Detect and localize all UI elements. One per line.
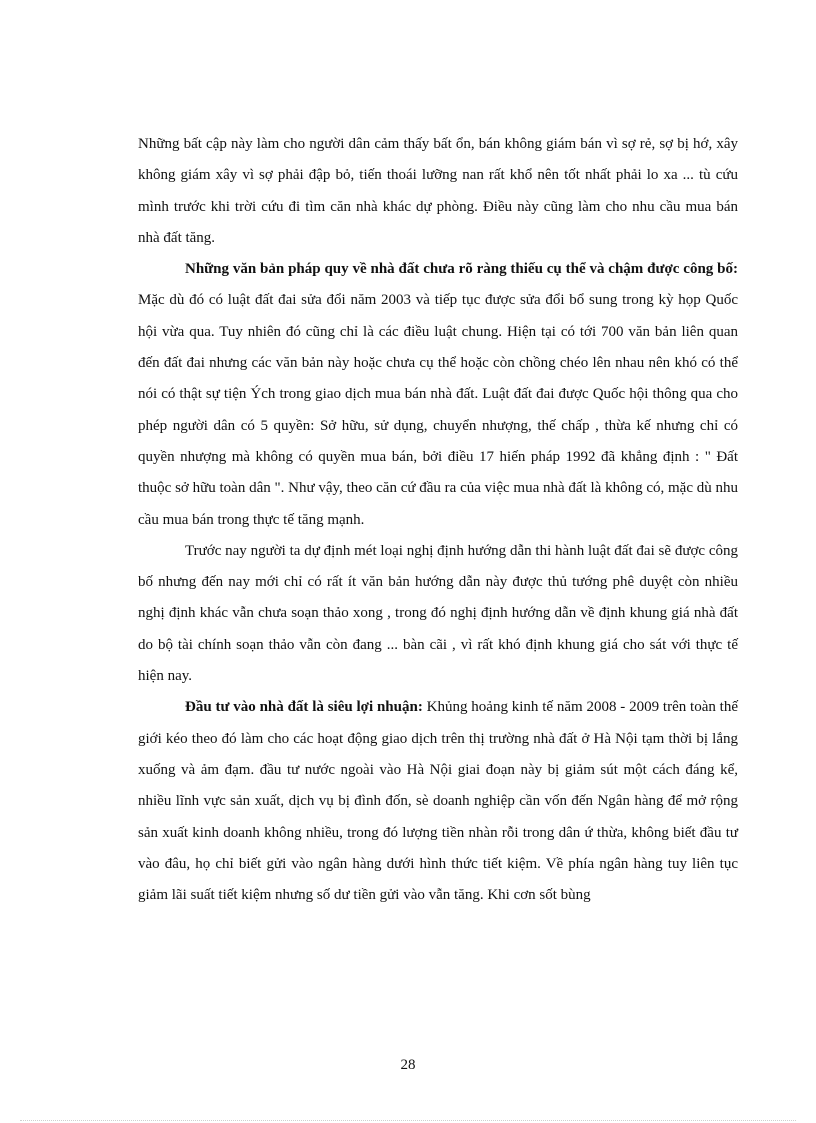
paragraph-4-text: Khủng hoảng kinh tế năm 2008 - 2009 trên toàn thế giới kéo theo đó làm cho các hoạt động giao dịch trên thị trường nhà đất ở Hà Nội tạm thời bị lắng xuống và ảm đạm. đầu tư nước ngoài vào Hà Nội giai đoạn này bị giảm sút một cách đáng kể, nhiều lĩnh vực sản xuất, dịch vụ bị đình đốn, sè doanh nghiệp cần vốn đến Ngân hàng để mở rộng sản xuất kinh doanh không nhiều, trong đó lượng tiền nhàn rỗi trong dân ứ thừa, không biết đầu tư vào đâu, họ chỉ biết gửi vào ngân hàng dưới hình thức tiết kiệm. Về phía ngân hàng tuy liên tục giảm lãi suất tiết kiệm nhưng số dư tiền gửi vào vẫn tăng. Khi cơn sốt bùng <box>138 699 739 904</box>
paragraph-2-heading: Những văn bản pháp quy về nhà đất chưa rõ ràng thiếu cụ thể và chậm được công bố: <box>185 261 738 278</box>
paragraph-3 <box>138 536 738 692</box>
body-text <box>138 129 738 911</box>
page-divider <box>20 1120 796 1121</box>
page-number: 28 <box>400 1057 416 1073</box>
paragraph-4 <box>138 692 738 911</box>
paragraph-2 <box>138 254 738 536</box>
paragraph-4-heading: Đầu tư vào nhà đất là siêu lợi nhuận: <box>185 699 423 716</box>
paragraph-3-text: Trước nay người ta dự định mét loại nghị định hướng dẫn thi hành luật đất đai sẽ được công bố nhưng đến nay mới chỉ có rất ít văn bản hướng dẫn này được thủ tướng phê duyệt còn nhiều nghị định khác vẫn chưa soạn thảo xong , trong đó nghị định hướng dẫn về định khung giá nhà đất do bộ tài chính soạn thảo vẫn còn đang ... bàn cãi , vì rất khó định khung giá cho sát với thực tế hiện nay. <box>138 542 738 685</box>
paragraph-1 <box>138 129 738 254</box>
paragraph-2-text: Mặc dù đó có luật đất đai sửa đổi năm 2003 và tiếp tục được sửa đổi bổ sung trong kỳ họp Quốc hội vừa qua. Tuy nhiên đó cũng chỉ là các điều luật chung. Hiện tại có tới 700 văn bản liên quan đến đất đai nhưng các văn bản này hoặc chưa cụ thể hoặc còn chồng chéo lên nhau nên khó có thể nói có thật sự tiện Ých trong giao dịch mua bán nhà đất. Luật đất đai được Quốc hội thông qua cho phép người dân có 5 quyền: Sở hữu, sử dụng, chuyển nhượng, thế chấp , thừa kế nhưng chỉ có quyền nhượng mà không có quyền mua bán, bởi điều 17 hiến pháp 1992 đã khẳng định : " Đất thuộc sở hữu toàn dân ". Như vậy, theo căn cứ đầu ra của việc mua nhà đất là không có, mặc dù nhu cầu mua bán trong thực tế tăng mạnh. <box>138 292 738 528</box>
paragraph-1-text: Những bất cập này làm cho người dân cảm thấy bất ổn, bán không giám bán vì sợ rẻ, sợ bị hớ, xây không giám xây vì sợ phải đập bỏ, tiến thoái lưỡng nan rất khổ nên tốt nhất phải lo xa ... tù cứu mình trước khi trời cứu đi tìm căn nhà khác dự phòng. Điều này cũng làm cho nhu cầu mua bán nhà đất tăng. <box>138 136 738 246</box>
